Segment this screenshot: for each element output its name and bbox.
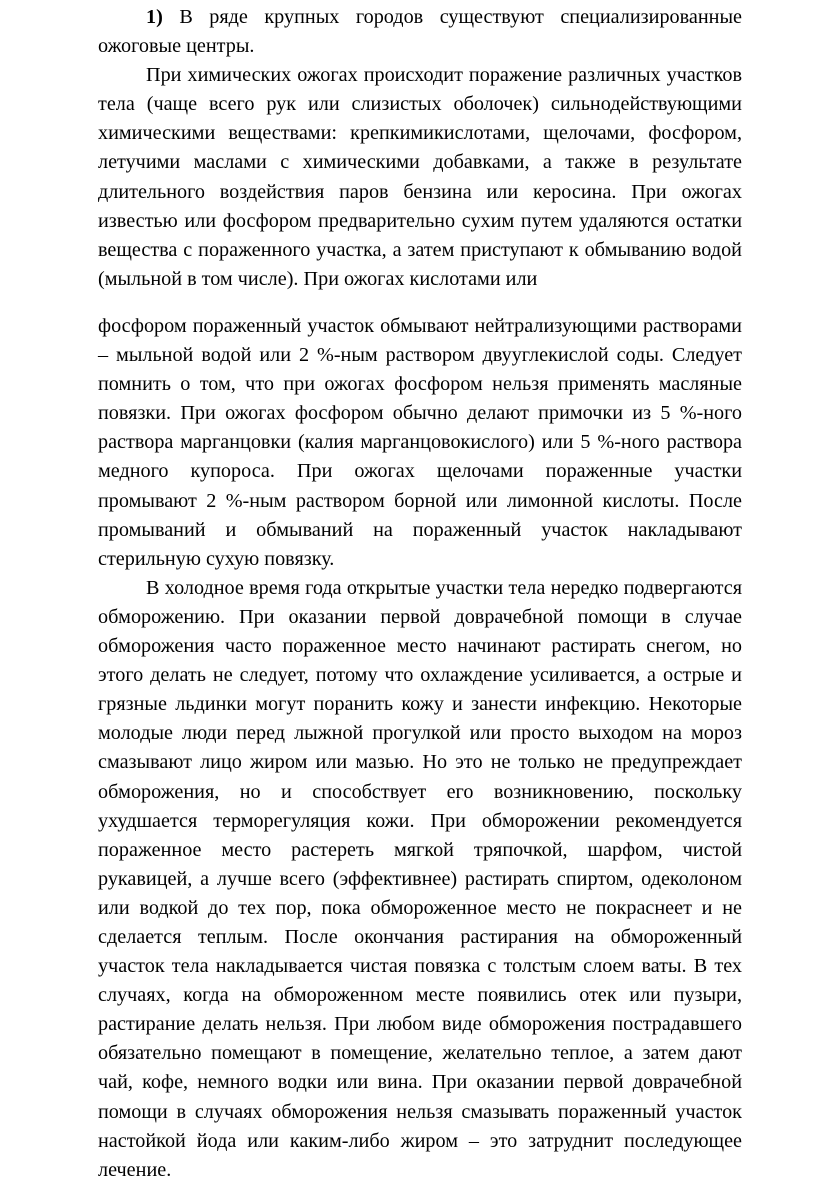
paragraph-phosphorus-treatment [98, 312, 742, 574]
text-block-bottom [98, 312, 742, 1185]
paragraph-specialized-centers [98, 3, 742, 61]
paragraph-text: В ряде крупных городов существуют специализированные ожоговые центры. [98, 6, 742, 58]
list-number: 1) [146, 6, 163, 28]
text-block-top [98, 3, 742, 294]
paragraph-text: В холодное время года открытые участки тела нередко подвергаются обморожению. При оказании первой доврачебной помощи в случае обморожения часто пораженное место начинают растирать снегом, но этого делать не следует, потому что охлаждение усиливается, а острые и грязные льдинки могут поранить кожу и занести инфекцию. Некоторые молодые люди перед лыжной прогулкой или просто выходом на мороз смазывают лицо жиром или мазью. Но это не только не предупреждает обморожения, но и способствует его возникновению, поскольку ухудшается терморегуляция кожи. При обморожении рекомендуется пораженное место растереть мягкой тряпочкой, шарфом, чистой рукавицей, а лучше всего (эффективнее) растирать спиртом, одеколоном или водкой до тех пор, пока обмороженное место не покраснеет и не сделается теплым. После окончания растирания на обмороженный участок тела накладывается чистая повязка с толстым слоем ваты. В тех случаях, когда на обмороженном месте появились отек или пузыри, растирание делать нельзя. При любом виде обморожения пострадавшего обязательно помещают в помещение, желательно теплое, а затем дают чай, кофе, немного водки или вина. При оказании первой доврачебной помощи в случаях обморожения нельзя смазывать пораженный участок настойкой йода или каким-либо жиром – это затруднит последующее лечение. [98, 576, 742, 1181]
paragraph-frostbite [98, 574, 742, 1185]
paragraph-text: фосфором пораженный участок обмывают нейтрализующими растворами – мыльной водой или 2 %-ным раствором двууглекислой соды. Следует помнить о том, что при ожогах фосфором нельзя применять масляные повязки. При ожогах фосфором обычно делают примочки из 5 %-ного раствора марганцовки (калия марганцовокислого) или 5 %-ного раствора медного купороса. При ожогах щелочами пораженные участки промывают 2 %-ным раствором борной или лимонной кислоты. После промываний и обмываний на пораженный участок накладывают стерильную сухую повязку. [98, 315, 742, 570]
paragraph-chemical-burns [98, 61, 742, 294]
paragraph-text: При химических ожогах происходит поражение различных участков тела (чаще всего рук или слизистых оболочек) сильнодействующими химическими веществами: крепкимикислотами, щелочами, фосфором, летучими маслами с химическими добавками, а также в результате длительного воздействия паров бензина или керосина. При ожогах известью или фосфором предварительно сухим путем удаляются остатки вещества с пораженного участка, а затем приступают к обмыванию водой (мыльной в том числе). При ожогах кислотами или [98, 64, 742, 290]
